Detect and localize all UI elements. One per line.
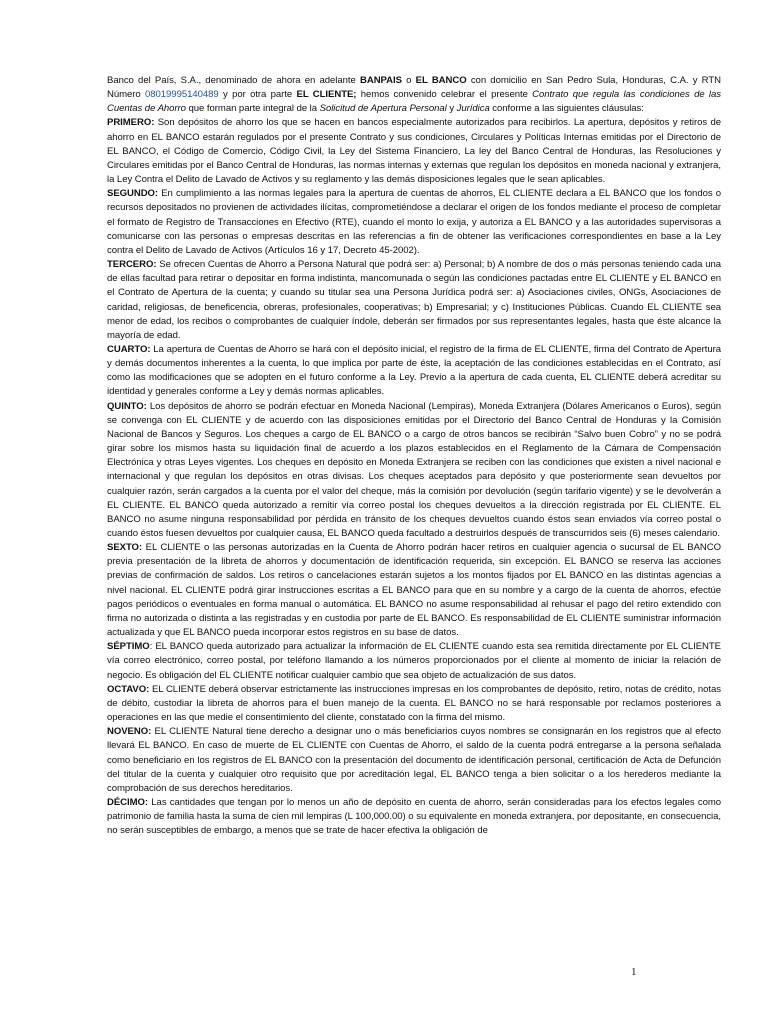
- clause-text: Se ofrecen Cuentas de Ahorro a Persona Natural que podrá ser: a) Personal; b) A nombre de dos o más personas teniendo cada una de ellas facultad para retirar o depositar en forma indistinta, mancomunada o según las condiciones pactadas entre EL CLIENTE y EL BANCO en el Contrato de Apertura de la cuenta; y cuando su titular sea una Persona Jurídica podrá ser: a) Asociaciones civiles, ONGs, Asociaciones de caridad, religiosas, de beneficencia, obreras, profesionales, cooperativas; b) Empresarial; y c) Instituciones Públicas. Cuando EL CLIENTE sea menor de edad, los recibos o comprobantes de cualquier índole, deberán ser firmados por sus representantes legales, hasta que éste alcance la mayoría de edad.: [107, 259, 721, 341]
- clause-heading: SEXTO:: [107, 542, 143, 554]
- personal-application-title: Solicitud de Apertura Personal: [319, 103, 447, 115]
- clause-text: En cumplimiento a las normas legales para la apertura de cuentas de ahorros, EL CLIENTE declara a EL BANCO que los fondos o recursos depositados no provienen de actividades ilícitas, comprometiéndose a declarar el origen de los fondos mediante el proceso de completar el formato de Registro de Transacciones en Efectivo (RTE), cuando el monto lo exija, y autoriza a EL BANCO y a las autoridades supervisoras a comunicarse con las personas o empresas descritas en las referencias a fin de obtener las verificaciones correspondientes en base a la Ley contra el Delito de Lavado de Activos (Artículos 16 y 17, Decreto 45-2002).: [107, 188, 721, 256]
- clause-cuarto: [107, 343, 721, 400]
- clause-text: EL CLIENTE Natural tiene derecho a designar uno o más beneficiarios cuyos nombres se consignarán en los registros que al efecto llevará EL BANCO. En caso de muerte de EL CLIENTE con Cuentas de Ahorro, el saldo de la cuenta podrá entregarse a la persona señalada como beneficiario en los registros de EL BANCO con la presentación del documento de identificación personal, certificación de Acta de Defunción del titular de la cuenta y cualquier otro requisito que por acreditación legal, EL BANCO tenga a bien solicitar o a los herederos mediante la comprobación de sus derechos hereditarios.: [107, 726, 721, 794]
- clause-primero: [107, 116, 721, 187]
- clause-text: Los depósitos de ahorro se podrán efectuar en Moneda Nacional (Lempiras), Moneda Extranjera (Dólares Americanos o Euros), según se convenga con EL CLIENTE y de acuerdo con las disposiciones emitidas por el Directorio del Banco Central de Honduras y la Comisión Nacional de Bancos y Seguros. Los cheques a cargo de EL BANCO o a cargo de otros bancos se recibirán “Salvo buen Cobro” y no se podrá girar sobre los mismos hasta su liquidación final de acuerdo a los plazos establecidos en el Reglamento de la Cámara de Compensación Electrónica y otras Leyes vigentes. Los cheques en depósito en Moneda Extranjera se reciben con las condiciones que existen a nivel nacional e internacional y que regulan los depósitos en otras divisas. Los cheques aceptados para depósito y que posteriormente sean devueltos por cualquier razón, serán cargados a la cuenta por el valor del cheque, más la comisión por devolución (según tarifario vigente) y se le devolverán a EL CLIENTE. EL BANCO queda autorizado a remitir vía correo postal los cheques devueltos a la dirección registrada por EL CLIENTE. EL BANCO no asume ninguna responsabilidad por pérdida en tránsito de los cheques devueltos cuando éstos sean enviados vía correo postal o cuando éstos fuesen devueltos por cualquier causa, EL BANCO queda facultado a destruirlos después de transcurridos seis (6) meses calendario.: [107, 400, 721, 539]
- intro-paragraph: [107, 74, 721, 116]
- clause-heading: DÉCIMO:: [107, 796, 149, 808]
- clause-noveno: [107, 725, 721, 796]
- clause-sexto: [107, 541, 721, 640]
- el-cliente-label: EL CLIENTE;: [296, 89, 357, 101]
- clause-octavo: [107, 683, 721, 725]
- intro-text: que forman parte integral de la: [185, 103, 320, 115]
- intro-text: conforme a las siguientes cláusulas:: [489, 103, 644, 115]
- clause-heading: CUARTO:: [107, 343, 151, 355]
- intro-text: o: [401, 75, 416, 86]
- clause-septimo: [107, 640, 721, 682]
- clause-segundo: [107, 187, 721, 258]
- contract-title: Contrato que regula las condiciones de las Cuentas de Ahorro: [107, 89, 721, 115]
- clause-text: : EL BANCO queda autorizado para actualizar la información de EL CLIENTE cuando esta sea remitida directamente por EL CLIENTE vía correo electrónico, correo postal, por teléfono llamando a los números proporcionados por el cliente al momento de iniciar la relación de negocio. Es obligación del EL CLIENTE notificar cualquier cambio que sea objeto de actualización de sus datos.: [107, 641, 721, 681]
- intro-text: y por otra parte: [218, 89, 297, 101]
- intro-text: hemos convenido celebrar el presente: [356, 89, 533, 101]
- clause-tercero: [107, 258, 721, 343]
- clause-text: EL CLIENTE deberá observar estrictamente las instrucciones impresas en los comprobantes de depósito, retiro, notas de crédito, notas de débito, custodiar la libreta de ahorros para el buen manejo de la cuenta. EL BANCO no se hará responsable por reclamos posteriores a operaciones en las que medie el consentimiento del cliente, constatado con la firma del mismo.: [107, 683, 721, 724]
- clause-decimo: [107, 796, 721, 838]
- rtn-number-link[interactable]: 08019995140489: [145, 89, 219, 101]
- clause-quinto: [107, 400, 721, 542]
- clause-heading: SÉPTIMO: [107, 641, 150, 653]
- clause-heading: QUINTO:: [107, 400, 147, 412]
- intro-text: con domicilio en San Pedro Sula, Honduras, C.A. y RTN Número: [107, 75, 721, 101]
- clause-text: EL CLIENTE o las personas autorizadas en la Cuenta de Ahorro podrán hacer retiros en cualquier agencia o sucursal de EL BANCO previa presentación de la libreta de ahorros y documentación de identificación requerida, sin excepción. EL BANCO se reserva las acciones previas de confirmación de saldos. Los retiros o cancelaciones estarán sujetos a los montos fijados por EL BANCO en las distintas agencias a nivel nacional. EL CLIENTE podrá girar instrucciones escritas a EL BANCO para que en su nombre y a cargo de la cuenta de ahorros, efectúe pagos periódicos o eventuales en forma manual o automática. EL BANCO no asume responsabilidad al rehusar el pago del retiro extendido con firma no autorizada o distinta a las registradas y en custodia por parte de EL BANCO. Es responsabilidad de EL CLIENTE suministrar información actualizada y que EL BANCO pueda incorporar estos registros en su base de datos.: [107, 542, 721, 639]
- juridica-label: Jurídica: [456, 103, 490, 115]
- intro-text: y: [446, 103, 457, 115]
- contract-document: [107, 74, 721, 838]
- banpais-label: BANPAIS: [360, 75, 402, 86]
- page-number: 1: [631, 966, 637, 978]
- clause-heading: SEGUNDO:: [107, 188, 159, 200]
- clause-text: Son depósitos de ahorro los que se hacen en bancos especialmente autorizados para recibirlos. La apertura, depósitos y retiros de ahorro en EL BANCO estarán regulados por el presente Contrato y sus condiciones, Circulares y Políticas Internas emitidas por el Directorio de EL BANCO, el Código de Comercio, Código Civil, la Ley del Sistema Financiero, La ley del Banco Central de Honduras, las Resoluciones y Circulares emitidas por el Banco Central de Honduras, las normas internas y externas que regulan los depósitos en moneda nacional y extranjera, la Ley Contra el Delito de Lavado de Activos y su reglamento y las demás disposiciones legales que le sean aplicables.: [107, 117, 721, 186]
- clause-text: Las cantidades que tengan por lo menos un año de depósito en cuenta de ahorro, serán consideradas para los efectos legales como patrimonio de familia hasta la suma de cien mil lempiras (L 100,000.00) o su equivalente en moneda extranjera, por depositante, en consecuencia, no serán susceptibles de embargo, a menos que se trate de hacer efectiva la obligación de: [107, 796, 721, 837]
- el-banco-label: EL BANCO: [415, 75, 467, 86]
- clause-heading: PRIMERO:: [107, 117, 155, 129]
- intro-text: Banco del País, S.A., denominado de ahora en adelante: [107, 75, 360, 86]
- clause-heading: OCTAVO:: [107, 683, 150, 695]
- clause-heading: NOVENO:: [107, 726, 152, 738]
- clause-text: La apertura de Cuentas de Ahorro se hará con el depósito inicial, el registro de la firma de EL CLIENTE, firma del Contrato de Apertura y demás documentos inherentes a la cuenta, lo que implica por parte de éste, la aceptación de las condiciones establecidas en el Contrato, así como las modificaciones que se adopten en el futuro conforme a la Ley. Previo a la apertura de cada cuenta, EL CLIENTE deberá acreditar su identidad y generales conforme a Ley y demás normas aplicables.: [107, 343, 721, 398]
- clause-heading: TERCERO:: [107, 259, 157, 271]
